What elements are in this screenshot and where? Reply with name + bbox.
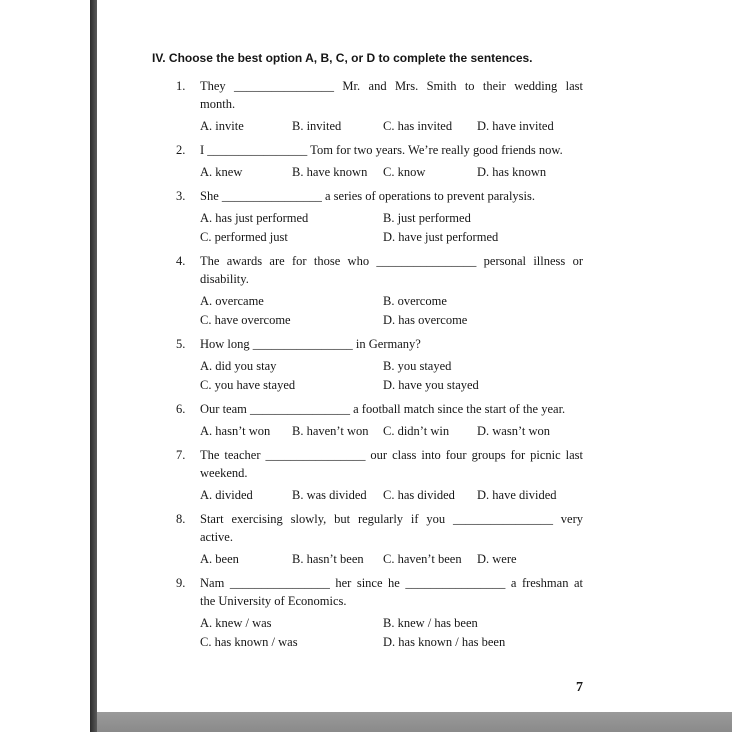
question-number: 9. (176, 576, 186, 590)
question-row (152, 400, 583, 441)
answer-option: B. overcome (383, 294, 447, 308)
sentence-line: the University of Economics. (200, 594, 347, 608)
page-number: 7 (576, 680, 583, 695)
sentence-line: month. (200, 97, 236, 111)
answer-option: D. have invited (477, 119, 554, 133)
answer-option: D. were (477, 552, 517, 566)
answer-option: C. didn’t win (383, 424, 450, 438)
answer-option: C. know (383, 165, 426, 179)
option-list (200, 422, 583, 441)
question-body (200, 335, 583, 395)
answer-option: C. have overcome (200, 313, 291, 327)
sentence-line: They ________________ Mr. and Mrs. Smith to their wedding last (200, 79, 583, 93)
question-body (200, 187, 583, 247)
question-sentence (200, 187, 583, 205)
option-list (200, 117, 583, 136)
question-number: 2. (176, 143, 186, 157)
question-row (152, 187, 583, 247)
answer-option: A. hasn’t won (200, 424, 271, 438)
question-body (200, 252, 583, 330)
sentence-line: Start exercising slowly, but regularly if you ________________ very (200, 512, 583, 526)
question-body (200, 400, 583, 441)
answer-option: A. knew (200, 165, 243, 179)
option-list (200, 550, 583, 569)
question-row (152, 446, 583, 505)
answer-option: C. has known / was (200, 635, 298, 649)
question-sentence (200, 510, 583, 546)
answer-option: D. has known (477, 165, 547, 179)
question-number: 3. (176, 189, 186, 203)
answer-option: A. divided (200, 488, 253, 502)
question-row (152, 252, 583, 330)
question-number: 7. (176, 448, 186, 462)
sentence-line: How long ________________ in Germany? (200, 337, 421, 351)
book-spine-edge (90, 0, 97, 732)
question-body (200, 77, 583, 136)
sentence-line: Nam ________________ her since he ________________ a freshman at (200, 576, 583, 590)
sentence-line: Our team ________________ a football match since the start of the year. (200, 402, 566, 416)
answer-option: C. performed just (200, 230, 288, 244)
sentence-line: She ________________ a series of operations to prevent paralysis. (200, 189, 536, 203)
question-sentence (200, 446, 583, 482)
answer-option: A. knew / was (200, 616, 272, 630)
question-sentence (200, 141, 583, 159)
question-sentence (200, 335, 583, 353)
option-list (200, 292, 583, 330)
question-row (152, 335, 583, 395)
question-number: 5. (176, 337, 186, 351)
sentence-line: The teacher ________________ our class into four groups for picnic last (200, 448, 583, 462)
answer-option: A. has just performed (200, 211, 309, 225)
answer-option: A. overcame (200, 294, 264, 308)
answer-option: C. has divided (383, 488, 455, 502)
question-row (152, 141, 583, 182)
question-body (200, 574, 583, 652)
question-sentence (200, 400, 583, 418)
answer-option: D. wasn’t won (477, 424, 551, 438)
question-number: 4. (176, 254, 186, 268)
answer-option: D. has known / has been (383, 635, 506, 649)
answer-option: A. did you stay (200, 359, 277, 373)
question-row (152, 510, 583, 569)
answer-option: D. have divided (477, 488, 557, 502)
question-number: 8. (176, 512, 186, 526)
question-sentence (200, 252, 583, 288)
answer-option: B. just performed (383, 211, 471, 225)
option-list (200, 163, 583, 182)
option-list (200, 486, 583, 505)
question-body (200, 510, 583, 569)
answer-option: B. hasn’t been (292, 552, 364, 566)
option-list (200, 357, 583, 395)
question-row (152, 574, 583, 652)
page-bottom-edge (90, 712, 732, 732)
sentence-line: weekend. (200, 466, 248, 480)
answer-option: B. you stayed (383, 359, 452, 373)
answer-option: C. has invited (383, 119, 453, 133)
sentence-line: disability. (200, 272, 249, 286)
sentence-line: active. (200, 530, 233, 544)
answer-option: A. been (200, 552, 239, 566)
answer-option: D. have just performed (383, 230, 499, 244)
question-sentence (200, 574, 583, 610)
question-number: 6. (176, 402, 186, 416)
question-row (152, 77, 583, 136)
answer-option: B. have known (292, 165, 368, 179)
question-sentence (200, 77, 583, 113)
option-list (200, 614, 583, 652)
question-list (152, 77, 583, 652)
answer-option: C. you have stayed (200, 378, 296, 392)
page-content (152, 50, 583, 657)
question-number: 1. (176, 79, 186, 93)
answer-option: B. invited (292, 119, 342, 133)
answer-option: A. invite (200, 119, 244, 133)
answer-option: B. was divided (292, 488, 367, 502)
sentence-line: I ________________ Tom for two years. We’re really good friends now. (200, 143, 563, 157)
answer-option: B. knew / has been (383, 616, 478, 630)
answer-option: C. haven’t been (383, 552, 462, 566)
answer-option: D. have you stayed (383, 378, 479, 392)
option-list (200, 209, 583, 247)
question-body (200, 141, 583, 182)
question-body (200, 446, 583, 505)
section-header: IV. Choose the best option A, B, C, or D to complete the sentences. (152, 51, 533, 65)
answer-option: D. has overcome (383, 313, 468, 327)
answer-option: B. haven’t won (292, 424, 369, 438)
sentence-line: The awards are for those who ________________ personal illness or (200, 254, 583, 268)
